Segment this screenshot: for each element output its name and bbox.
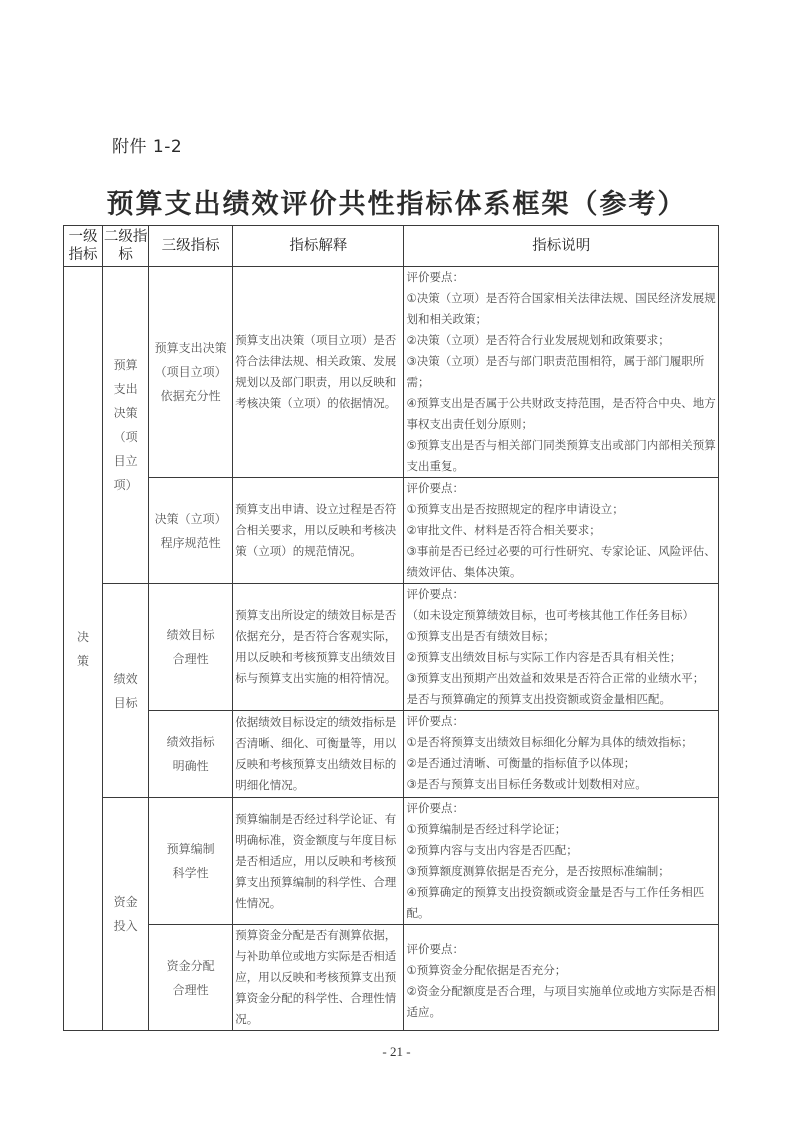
explanation-cell: 预算支出所设定的绩效目标是否依据充分，是否符合客观实际，用以反映和考核预算支出绩效目标与预算支出实施的相符情况。 xyxy=(233,584,404,711)
description-cell xyxy=(404,478,719,584)
description-line: 评价要点： xyxy=(406,481,464,495)
description-line: ③事前是否已经过必要的可行性研究、专家论证、风险评估、绩效评估、集体决策。 xyxy=(406,544,716,579)
description-line: （如未设定预算绩效目标，也可考核其他工作任务目标） xyxy=(406,608,694,622)
table-row xyxy=(64,925,719,1031)
table-row xyxy=(64,798,719,925)
description-line: 评价要点： xyxy=(406,801,464,815)
document-title: 预算支出绩效评价共性指标体系框架（参考） xyxy=(106,189,687,220)
level3-cell: 预算支出决策（项目立项）依据充分性 xyxy=(149,267,233,478)
table-row xyxy=(64,478,719,584)
header-level3: 三级指标 xyxy=(149,226,233,267)
description-cell xyxy=(404,267,719,478)
description-line: ④预算支出是否属于公共财政支持范围，是否符合中央、地方事权支出责任划分原则； xyxy=(406,396,716,431)
description-line: ②是否通过清晰、可衡量的指标值予以体现； xyxy=(406,756,636,770)
explanation-cell: 预算支出决策（项目立项）是否符合法律法规、相关政策、发展规划以及部门职责，用以反映和考核决策（立项）的依据情况。 xyxy=(233,267,404,478)
level3-cell: 绩效指标明确性 xyxy=(149,711,233,798)
description-line: ③预算支出预期产出效益和效果是否符合正常的业绩水平； xyxy=(406,671,705,685)
description-line: ③预算额度测算依据是否充分，是否按照标准编制； xyxy=(406,864,670,878)
description-line: ②预算支出绩效目标与实际工作内容是否具有相关性； xyxy=(406,650,682,664)
description-line: ①决策（立项）是否符合国家相关法律法规、国民经济发展规划和相关政策； xyxy=(406,291,716,326)
description-line: ①预算支出是否有绩效目标； xyxy=(406,629,555,643)
description-cell xyxy=(404,925,719,1031)
description-line: 评价要点： xyxy=(406,942,464,956)
explanation-cell: 预算资金分配是否有测算依据，与补助单位或地方实际是否相适应，用以反映和考核预算支出预算资金分配的科学性、合理性情况。 xyxy=(233,925,404,1031)
description-cell xyxy=(404,711,719,798)
description-line: ④预算确定的预算支出投资额或资金量是否与工作任务相匹配。 xyxy=(406,885,705,920)
table-row xyxy=(64,267,719,478)
description-line: 是否与预算确定的预算支出投资额或资金量相匹配。 xyxy=(406,692,671,706)
description-line: 评价要点： xyxy=(406,587,464,601)
description-cell xyxy=(404,798,719,925)
description-line: ③决策（立项）是否与部门职责范围相符，属于部门履职所需； xyxy=(406,354,705,389)
description-cell xyxy=(404,584,719,711)
level2-cell: 预算支出决策（项目立项） xyxy=(103,267,149,584)
description-line: ②决策（立项）是否符合行业发展规划和政策要求； xyxy=(406,333,670,347)
level3-cell: 决策（立项）程序规范性 xyxy=(149,478,233,584)
description-line: ②审批文件、材料是否符合相关要求； xyxy=(406,523,601,537)
explanation-cell: 依据绩效目标设定的绩效指标是否清晰、细化、可衡量等，用以反映和考核预算支出绩效目标的明细化情况。 xyxy=(233,711,404,798)
explanation-cell: 预算编制是否经过科学论证、有明确标准，资金额度与年度目标是否相适应，用以反映和考核预算支出预算编制的科学性、合理性情况。 xyxy=(233,798,404,925)
level1-cell: 决策 xyxy=(64,267,103,1031)
header-level1: 一级指标 xyxy=(64,226,103,267)
level3-cell: 绩效目标合理性 xyxy=(149,584,233,711)
description-line: ①预算资金分配依据是否充分； xyxy=(406,963,567,977)
description-line: ②预算内容与支出内容是否匹配； xyxy=(406,843,578,857)
page-number: - 21 - xyxy=(382,1044,411,1059)
description-line: ⑤预算支出是否与相关部门同类预算支出或部门内部相关预算支出重复。 xyxy=(406,438,716,473)
header-level2: 二级指标 xyxy=(103,226,149,267)
level2-cell: 资金投入 xyxy=(103,798,149,1031)
level2-cell: 绩效目标 xyxy=(103,584,149,798)
description-line: ①预算支出是否按照规定的程序申请设立； xyxy=(406,502,624,516)
level3-cell: 预算编制科学性 xyxy=(149,798,233,925)
description-line: ②资金分配额度是否合理，与项目实施单位或地方实际是否相适应。 xyxy=(406,984,716,1019)
description-line: 评价要点： xyxy=(406,714,464,728)
header-description: 指标说明 xyxy=(404,226,719,267)
explanation-cell: 预算支出申请、设立过程是否符合相关要求，用以反映和考核决策（立项）的规范情况。 xyxy=(233,478,404,584)
description-line: 评价要点： xyxy=(406,270,464,284)
description-line: ③是否与预算支出目标任务数或计划数相对应。 xyxy=(406,777,647,791)
header-explanation: 指标解释 xyxy=(233,226,404,267)
level3-cell: 资金分配合理性 xyxy=(149,925,233,1031)
table-header-row xyxy=(64,226,719,267)
description-line: ①预算编制是否经过科学论证； xyxy=(406,822,567,836)
attachment-label: 附件 1-2 xyxy=(112,137,183,157)
description-line: ①是否将预算支出绩效目标细化分解为具体的绩效指标； xyxy=(406,735,693,749)
table-row xyxy=(64,711,719,798)
indicator-framework-table xyxy=(63,225,719,1031)
table-row xyxy=(64,584,719,711)
